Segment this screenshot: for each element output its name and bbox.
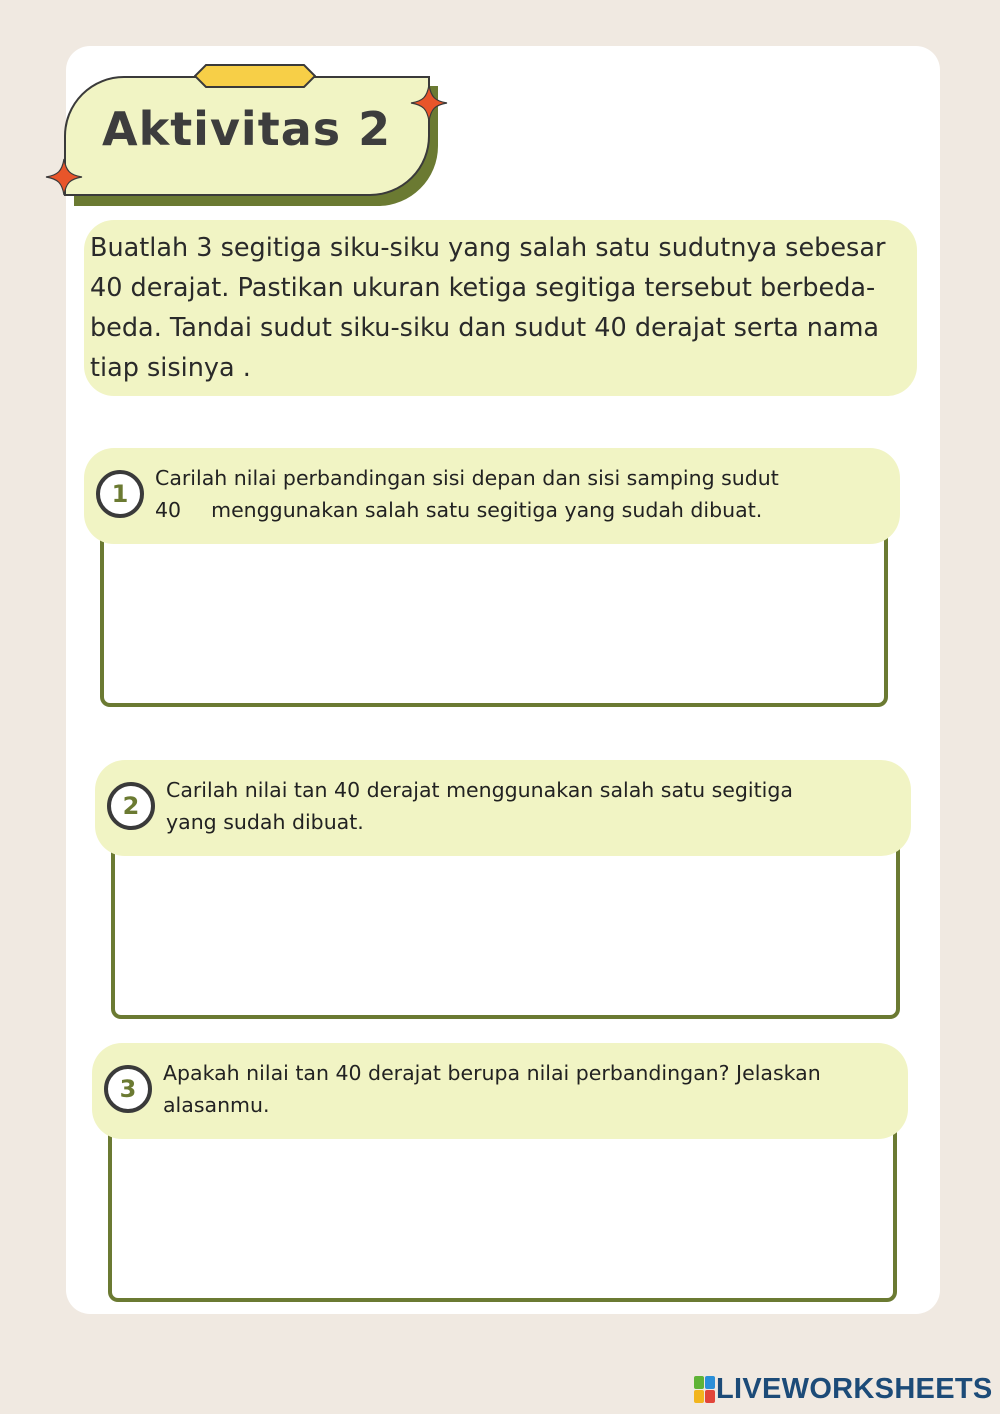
answer-box-1[interactable]: [100, 520, 888, 707]
question-2-text: [166, 774, 896, 838]
question-1-line2: [155, 494, 885, 526]
question-1-line2-rest: menggunakan salah satu segitiga yang sudah dibuat.: [211, 498, 763, 522]
question-2-line2: yang sudah dibuat.: [166, 810, 364, 834]
liveworksheets-logo[interactable]: [694, 1374, 993, 1404]
angle-value: 40: [155, 498, 182, 522]
answer-box-2[interactable]: [111, 832, 900, 1019]
question-1-text: [155, 462, 885, 526]
question-3-text: [163, 1057, 893, 1121]
instruction-text: Buatlah 3 segitiga siku-siku yang salah satu sudutnya sebesar 40 derajat. Pastikan ukuran ketiga segitiga tersebut berbeda-beda. Tandai sudut siku-siku dan sudut 40 derajat serta nama tiap sisinya .: [84, 220, 917, 396]
question-3: [92, 1043, 908, 1139]
question-1: [84, 448, 900, 544]
question-3-line2: alasanmu.: [163, 1093, 270, 1117]
logo-text: LIVEWORKSHEETS: [716, 1372, 993, 1405]
hexagon-ornament-icon: [194, 64, 316, 88]
question-number-badge: 3: [104, 1065, 152, 1113]
sparkle-icon: [410, 84, 448, 122]
sparkle-icon: [45, 158, 83, 196]
question-2-line1: Carilah nilai tan 40 derajat menggunakan salah satu segitiga: [166, 778, 793, 802]
question-number-badge: 1: [96, 470, 144, 518]
question-3-line1: Apakah nilai tan 40 derajat berupa nilai perbandingan? Jelaskan: [163, 1061, 821, 1085]
question-number-badge: 2: [107, 782, 155, 830]
page-title: Aktivitas 2: [102, 102, 392, 156]
liveworksheets-logo-icon: [694, 1376, 714, 1402]
question-1-line1: Carilah nilai perbandingan sisi depan dan sisi samping sudut: [155, 466, 779, 490]
answer-box-3[interactable]: [108, 1115, 897, 1302]
question-2: [95, 760, 911, 856]
